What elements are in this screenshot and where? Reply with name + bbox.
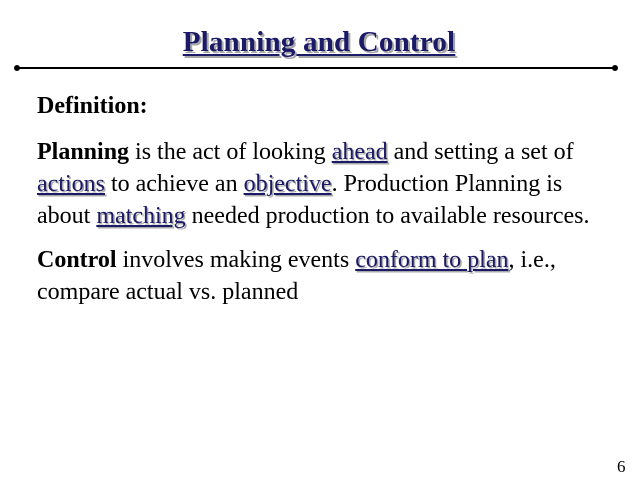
keyword-conform-to-plan: conform to plan xyxy=(355,247,509,273)
slide-body xyxy=(37,90,617,320)
definition-heading: Definition: xyxy=(37,93,148,119)
planning-text-4: . Production Planning is about xyxy=(37,171,563,229)
divider-right-dot xyxy=(612,65,618,71)
slide-title: Planning and Control xyxy=(182,26,456,58)
planning-term: Planning xyxy=(37,139,130,165)
planning-text-1: is the act of looking xyxy=(129,139,332,165)
keyword-ahead: ahead xyxy=(331,139,388,165)
planning-text-3: to achieve an xyxy=(104,171,244,197)
planning-text-2: and setting a set of xyxy=(387,139,574,165)
planning-definition xyxy=(37,136,617,232)
control-text-1: involves making events xyxy=(116,247,356,273)
keyword-actions: actions xyxy=(37,171,105,197)
control-text-2: , i.e., compare actual vs. planned xyxy=(37,247,556,305)
divider-left-dot xyxy=(14,65,20,71)
keyword-objective: objective xyxy=(243,171,332,197)
title-divider xyxy=(17,67,615,69)
page-number: 6 xyxy=(617,457,626,476)
keyword-matching: matching xyxy=(96,203,186,229)
control-term: Control xyxy=(37,247,117,273)
planning-text-5: needed production to available resources. xyxy=(185,203,590,229)
control-definition xyxy=(37,244,617,308)
